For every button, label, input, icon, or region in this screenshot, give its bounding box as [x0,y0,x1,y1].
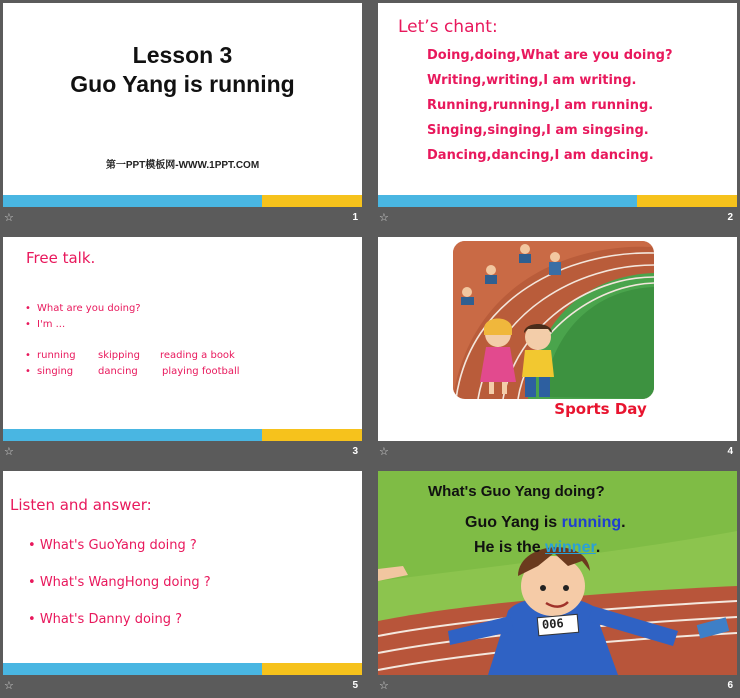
slide-number: 6 [727,680,733,691]
slide-subtitle: 第一PPT模板网-WWW.1PPT.COM [105,160,260,171]
slide-title: Listen and answer: [10,496,152,514]
bullet-item: • What are you doing? [25,303,141,314]
star-icon[interactable]: ☆ [4,680,14,692]
sports-day-caption: Sports Day [554,400,647,418]
slide-thumbnail-1[interactable] [3,3,362,207]
bib-number: 006 [541,616,565,632]
star-icon[interactable]: ☆ [379,212,389,224]
word-item: skipping [98,350,140,361]
slide-title: Let’s chant: [398,17,498,37]
slide-footer-5 [3,676,362,698]
star-icon[interactable]: ☆ [4,212,14,224]
slide-thumbnail-5[interactable] [3,471,362,675]
answer-line-2: He is the winner. [474,539,601,556]
star-icon[interactable]: ☆ [379,680,389,692]
word-item: dancing [98,366,138,377]
slide-thumbnail-6[interactable] [378,471,737,675]
chant-line: Doing,doing,What are you doing? [427,48,673,63]
slide-footer-1 [3,208,362,230]
slide-number: 1 [352,212,358,223]
slide-title: Free talk. [26,249,96,267]
slide-number: 4 [727,446,733,457]
question-item: • What's WangHong doing ? [28,575,211,590]
slide-number: 5 [352,680,358,691]
answer-line-1: Guo Yang is running. [465,514,626,531]
slide-footer-2 [378,208,737,230]
slide-number: 3 [352,446,358,457]
bullet-item: • I'm ... [25,319,66,330]
slide-footer-4 [378,442,737,464]
word-item: playing football [162,366,240,377]
color-bar [3,195,362,207]
slide-footer-3 [3,442,362,464]
color-bar [3,663,362,675]
color-bar [378,195,737,207]
slide-thumbnail-2[interactable] [378,3,737,207]
slide-thumbnail-3[interactable] [3,237,362,441]
chant-line: Dancing,dancing,I am dancing. [427,148,654,163]
slide-footer-6 [378,676,737,698]
bullet-item: • singing [25,366,74,377]
chant-line: Singing,singing,I am singsing. [427,123,649,138]
runner-illustration [378,471,737,675]
star-icon[interactable]: ☆ [379,446,389,458]
star-icon[interactable]: ☆ [4,446,14,458]
color-bar [3,429,362,441]
slide-number: 2 [727,212,733,223]
question-item: • What's Danny doing ? [28,612,183,627]
bullet-item: • running [25,350,76,361]
chant-line: Running,running,I am running. [427,98,654,113]
chant-line: Writing,writing,I am writing. [427,73,637,88]
question-text: What's Guo Yang doing? [428,483,605,500]
slide-thumbnail-4[interactable] [378,237,737,441]
slide-title: Lesson 3 Guo Yang is running [70,42,295,97]
question-item: • What's GuoYang doing ? [28,538,197,553]
word-item: reading a book [160,350,235,361]
